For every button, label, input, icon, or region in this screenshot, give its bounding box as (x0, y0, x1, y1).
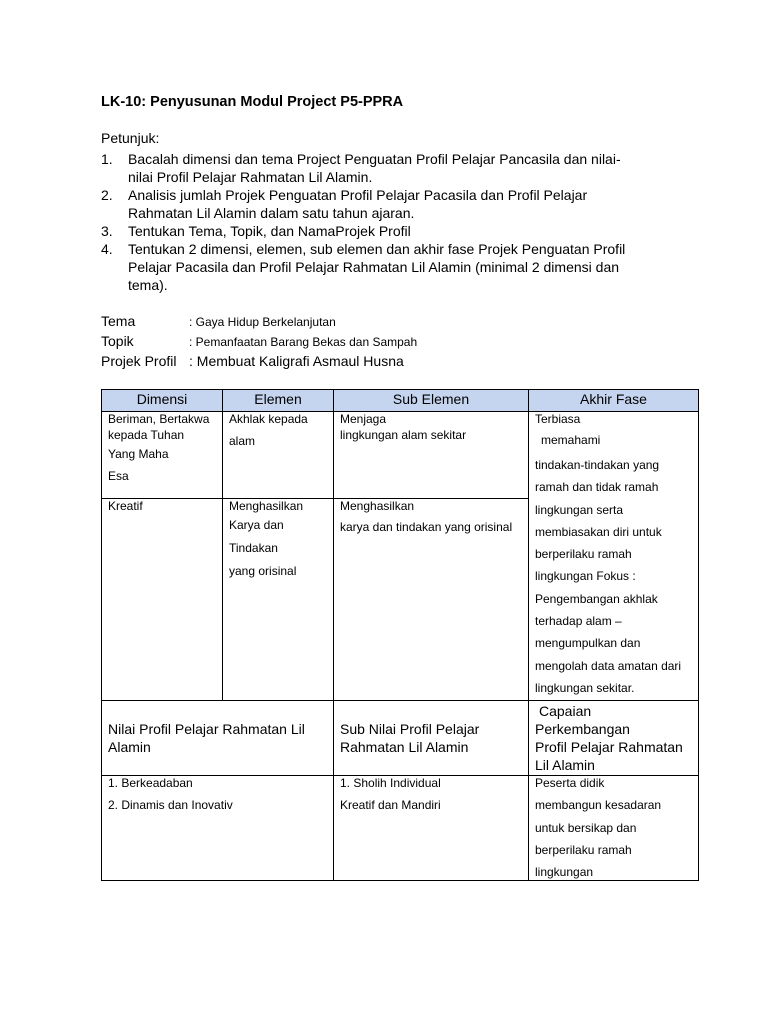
instructions-list (101, 150, 641, 294)
elemen-line: Akhlak kepada (229, 412, 308, 426)
capaian-header-line: Lil Alamin (535, 757, 595, 773)
akhir-fase-line: memahami (541, 433, 601, 447)
elemen-cell (223, 412, 334, 499)
instruction-text: Analisis jumlah Projek Penguatan Profil Pelajar Pacasila dan Profil Pelajar Rahmatan Lil Alamin dalam satu tahun ajaran. (128, 187, 588, 221)
topik-value: : Pemanfaatan Barang Bekas dan Sampah (189, 335, 418, 349)
capaian-header-line: Profil Pelajar Rahmatan (535, 739, 683, 755)
instruction-number: 3. (101, 223, 113, 239)
akhir-fase-line: berperilaku ramah (535, 547, 632, 562)
instruction-item (101, 222, 641, 240)
instruction-number: 4. (101, 241, 113, 257)
dimensi-line: Beriman, Bertakwa (108, 412, 210, 426)
capaian-line: berperilaku ramah (535, 843, 632, 857)
instruction-text: Tentukan Tema, Topik, dan NamaProjek Profil (128, 223, 411, 239)
projek-label: Projek Profil (101, 353, 177, 369)
table-row (102, 412, 699, 499)
capaian-line: lingkungan (535, 865, 594, 879)
capaian-line: membangun kesadaran (535, 798, 662, 812)
table-subheader-row (102, 701, 699, 776)
dimensi-cell (102, 412, 223, 499)
elemen-cell (223, 499, 334, 701)
nilai-line: 2. Dinamis dan Inovativ (108, 798, 233, 812)
dimensi-cell (102, 499, 223, 701)
capaian-header-line: Perkembangan (535, 721, 630, 737)
instruction-text: Bacalah dimensi dan tema Project Penguatan Profil Pelajar Pancasila dan nilai-nilai Profil Pelajar Rahmatan Lil Alamin. (128, 151, 621, 185)
akhir-fase-line: ramah dan tidak ramah (535, 480, 659, 495)
akhir-fase-line: mengolah data amatan dari (535, 658, 682, 673)
dimensi-line: Yang Maha (108, 447, 169, 461)
sub-elemen-line: Menjaga (340, 412, 387, 426)
projek-row (101, 353, 417, 373)
akhir-fase-line: tindakan-tindakan yang (535, 458, 660, 472)
instruction-item (101, 240, 641, 294)
capaian-header-line: Capaian (539, 703, 592, 719)
instruction-item (101, 186, 641, 222)
dimensi-line: Kreatif (108, 499, 143, 513)
akhir-fase-line: lingkungan sekitar. (535, 680, 635, 695)
header-akhir-fase: Akhir Fase (529, 390, 699, 412)
sub-nilai-line: 1. Sholih Individual (340, 776, 441, 790)
akhir-fase-line: terhadap alam – (535, 614, 622, 629)
projek-value: : Membuat Kaligrafi Asmaul Husna (189, 353, 404, 369)
header-dimensi: Dimensi (102, 390, 223, 412)
tema-row (101, 313, 417, 333)
sub-elemen-cell (334, 499, 529, 701)
topik-label: Topik (101, 333, 134, 349)
project-meta (101, 313, 417, 373)
instruction-text: Tentukan 2 dimensi, elemen, sub elemen dan akhir fase Projek Penguatan Profil Pelajar Pacasila dan Profil Pelajar Rahmatan Lil Alamin (minimal 2 dimensi dan tema). (128, 241, 626, 293)
elemen-line: Karya dan (229, 518, 284, 532)
header-elemen: Elemen (223, 390, 334, 412)
nilai-line: 1. Berkeadaban (108, 776, 193, 790)
dimensi-line: Esa (108, 469, 129, 483)
nilai-cell (102, 776, 334, 881)
sub-elemen-cell (334, 412, 529, 499)
capaian-cell (529, 776, 699, 881)
header-sub-elemen: Sub Elemen (334, 390, 529, 412)
instruction-number: 1. (101, 151, 113, 167)
akhir-fase-line: lingkungan Fokus : (535, 569, 636, 584)
instruction-number: 2. (101, 187, 113, 203)
tema-label: Tema (101, 313, 136, 329)
sub-elemen-line: karya dan tindakan yang orisinal (340, 520, 513, 534)
header-nilai-text: Nilai Profil Pelajar Rahmatan Lil Alamin (108, 721, 305, 755)
table-row (102, 776, 699, 881)
capaian-line: untuk bersikap dan (535, 821, 637, 835)
header-capaian (529, 701, 699, 776)
elemen-line: yang orisinal (229, 564, 297, 578)
elemen-line: alam (229, 434, 256, 448)
akhir-fase-line: mengumpulkan dan (535, 636, 641, 651)
topik-row (101, 333, 417, 353)
sub-nilai-cell (334, 776, 529, 881)
header-nilai (102, 701, 334, 776)
akhir-fase-cell (529, 412, 699, 701)
tema-value: : Gaya Hidup Berkelanjutan (189, 315, 336, 329)
dimensi-line: kepada Tuhan (108, 428, 185, 442)
sub-elemen-line: Menghasilkan (340, 499, 415, 513)
elemen-line: Tindakan (229, 541, 278, 555)
instructions-heading: Petunjuk: (101, 130, 160, 146)
module-table (101, 389, 699, 881)
instruction-item (101, 150, 641, 186)
sub-elemen-line: lingkungan alam sekitar (340, 428, 467, 442)
elemen-line: Menghasilkan (229, 499, 304, 513)
header-sub-nilai (334, 701, 529, 776)
sub-nilai-line: Kreatif dan Mandiri (340, 798, 441, 812)
header-sub-nilai-text: Sub Nilai Profil Pelajar Rahmatan Lil Alamin (340, 721, 480, 755)
akhir-fase-line: Terbiasa (535, 412, 581, 426)
akhir-fase-line: membiasakan diri untuk (535, 524, 662, 539)
akhir-fase-line: Pengembangan akhlak (535, 591, 658, 606)
table-header-row (102, 390, 699, 412)
document-title: LK-10: Penyusunan Modul Project P5-PPRA (101, 94, 404, 110)
capaian-line: Peserta didik (535, 776, 605, 790)
akhir-fase-line: lingkungan serta (535, 502, 624, 517)
